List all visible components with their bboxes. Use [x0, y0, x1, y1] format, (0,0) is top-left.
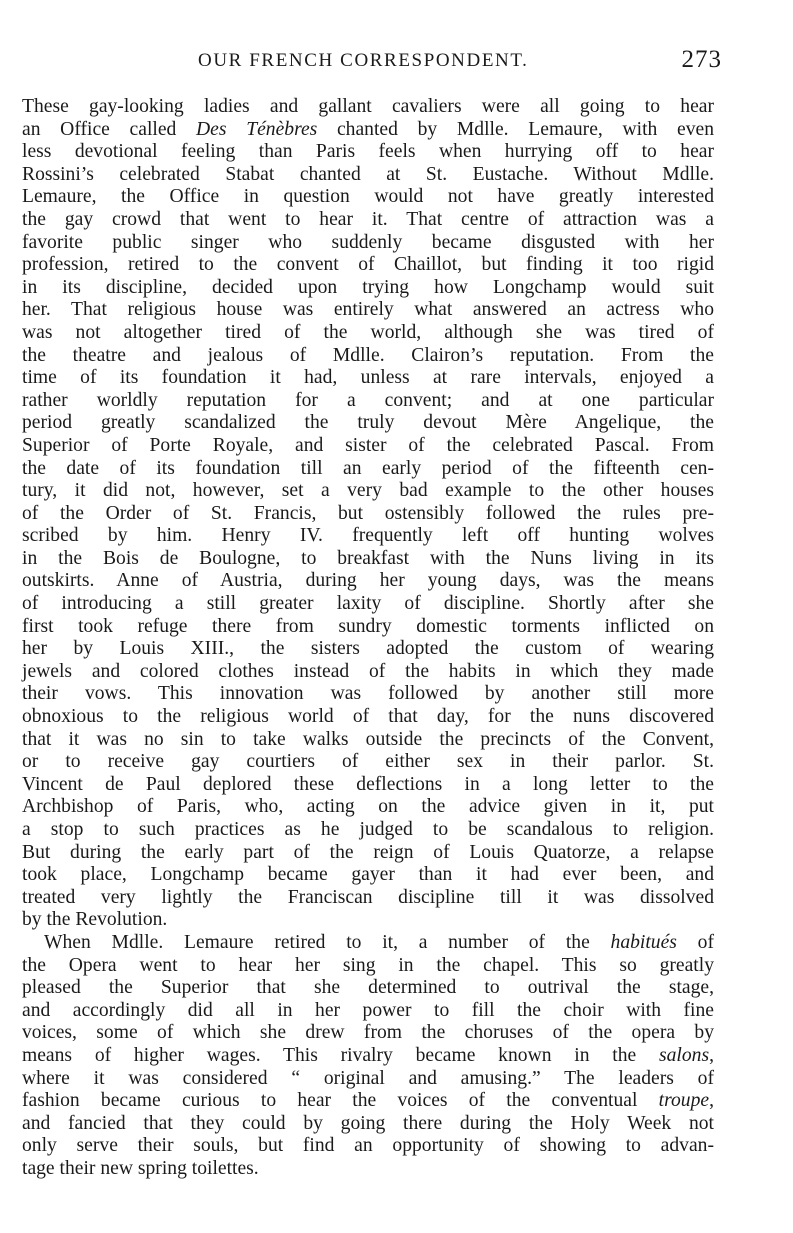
text-line: an Office called Des Ténèbres chanted by Mdlle. Lemaure, with even: [22, 118, 714, 140]
text-line: of introducing a still greater laxity of discipline. Shortly after she: [22, 593, 714, 615]
text-line: Archbishop of Paris, who, acting on the advice given in it, put: [22, 796, 714, 818]
text-line: Rossini’s celebrated Stabat chanted at St. Eustache. Without Mdlle.: [22, 163, 714, 185]
text-line: only serve their souls, but find an opportunity of showing to advan-: [22, 1135, 714, 1157]
running-head: [22, 46, 722, 76]
paragraph: [22, 96, 714, 932]
text-line: tage their new spring toilettes.: [22, 1157, 259, 1179]
text-line: that it was no sin to take walks outside the precincts of the Convent,: [22, 728, 714, 750]
text-line: of the Order of St. Francis, but ostensibly followed the rules pre-: [22, 502, 714, 524]
text-line: treated very lightly the Franciscan discipline till it was dissolved: [22, 886, 714, 908]
text-line: a stop to such practices as he judged to be scandalous to religion.: [22, 819, 714, 840]
text-line: favorite public singer who suddenly became disgusted with her: [22, 231, 714, 253]
text-line: pleased the Superior that she determined to outrival the stage,: [22, 977, 714, 999]
text-line: profession, retired to the convent of Chaillot, but finding it too rigid: [22, 254, 714, 276]
text-line: the date of its foundation till an early period of the fifteenth cen-: [22, 457, 714, 479]
text-line: fashion became curious to hear the voices of the conventual troupe,: [22, 1090, 714, 1112]
text-line: tury, it did not, however, set a very bad example to the other houses: [22, 480, 714, 502]
text-line: voices, some of which she drew from the choruses of the opera by: [22, 1022, 714, 1044]
text-line: When Mdlle. Lemaure retired to it, a number of the habitués of: [44, 931, 714, 953]
text-line: was not altogether tired of the world, although she was tired of: [22, 321, 714, 343]
text-line: the Opera went to hear her sing in the chapel. This so greatly: [22, 954, 714, 976]
text-line: These gay-looking ladies and gallant cavaliers were all going to hear: [22, 96, 714, 117]
text-line: her by Louis XIII., the sisters adopted the custom of wearing: [22, 638, 714, 660]
text-line: in the Bois de Boulogne, to breakfast with the Nuns living in its: [22, 547, 714, 569]
body-text: [22, 96, 714, 1181]
text-line: Lemaure, the Office in question would not have greatly interested: [22, 186, 714, 208]
text-line: and fancied that they could by going there during the Holy Week not: [22, 1112, 714, 1134]
text-line: the theatre and jealous of Mdlle. Clairon’s reputation. From the: [22, 344, 714, 366]
text-line: took place, Longchamp became gayer than it had ever been, and: [22, 864, 714, 886]
paragraph: [22, 932, 714, 1181]
text-line: obnoxious to the religious world of that day, for the nuns discovered: [22, 706, 714, 728]
text-line: by the Revolution.: [22, 909, 168, 931]
running-title: OUR FRENCH CORRESPONDENT.: [198, 50, 529, 71]
text-line: her. That religious house was entirely what answered an actress who: [22, 299, 714, 321]
text-line: the gay crowd that went to hear it. That centre of attraction was a: [22, 208, 714, 230]
text-line: and accordingly did all in her power to fill the choir with fine: [22, 999, 714, 1021]
text-line: first took refuge there from sundry domestic torments inflicted on: [22, 615, 714, 637]
page-number: 273: [681, 46, 722, 73]
text-line: time of its foundation it had, unless at rare intervals, enjoyed a: [22, 367, 714, 389]
text-line: Vincent de Paul deplored these deflections in a long letter to the: [22, 773, 714, 795]
text-line: in its discipline, decided upon trying how Longchamp would suit: [22, 276, 714, 298]
text-line: less devotional feeling than Paris feels when hurrying off to hear: [22, 141, 714, 163]
text-line: Superior of Porte Royale, and sister of the celebrated Pascal. From: [22, 434, 714, 456]
text-line: means of higher wages. This rivalry became known in the salons,: [22, 1044, 714, 1066]
text-line: But during the early part of the reign of Louis Quatorze, a relapse: [22, 841, 714, 863]
text-line: their vows. This innovation was followed by another still more: [22, 683, 714, 705]
text-line: where it was considered “ original and amusing.” The leaders of: [22, 1067, 714, 1089]
text-line: rather worldly reputation for a convent; and at one particular: [22, 389, 714, 411]
text-line: period greatly scandalized the truly devout Mère Angelique, the: [22, 412, 714, 434]
text-line: or to receive gay courtiers of either sex in their parlor. St.: [22, 751, 714, 773]
text-line: scribed by him. Henry IV. frequently left off hunting wolves: [22, 525, 714, 547]
text-line: outskirts. Anne of Austria, during her young days, was the means: [22, 570, 714, 592]
text-line: jewels and colored clothes instead of the habits in which they made: [22, 660, 714, 682]
